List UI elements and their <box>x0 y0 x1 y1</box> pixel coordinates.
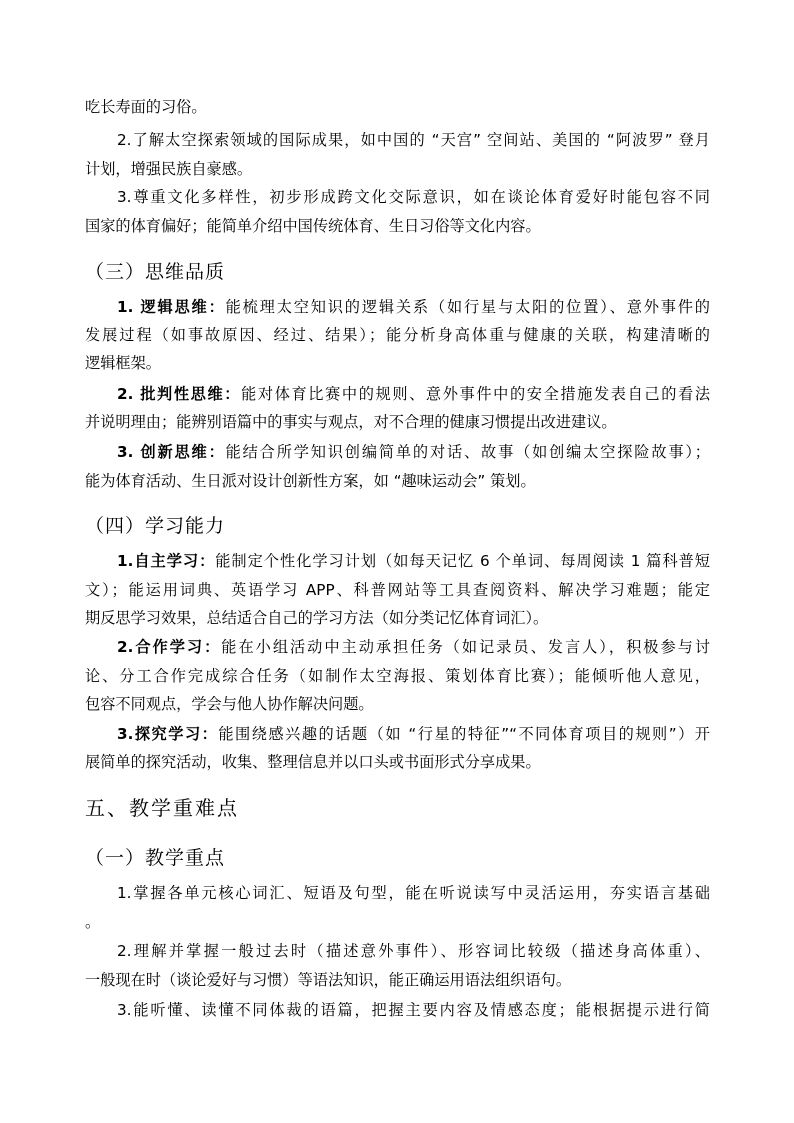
focus-item-1-line2: 。 <box>85 913 101 931</box>
thinking-item-1-label: 1. 逻辑思维： <box>117 298 226 316</box>
learning-item-3-text: 能围绕感兴趣的话题（如 “行星的特征”“不同体育项目的规则”）开 <box>218 725 710 743</box>
focus-item-3-line1: 3.能听懂、读懂不同体裁的语篇，把握主要内容及情感态度；能根据提示进行简 <box>117 1001 710 1019</box>
thinking-item-2-label: 2. 批判性思维： <box>117 385 242 403</box>
learning-item-2-line1 <box>117 637 710 657</box>
learning-item-1-line3: 期反思学习效果，总结适合自己的学习方法（如分类记忆体育词汇）。 <box>85 609 549 627</box>
culture-item-3-line1: 3.尊重文化多样性，初步形成跨文化交际意识，如在谈论体育爱好时能包容不同 <box>117 188 710 206</box>
thinking-item-2-line1 <box>117 384 710 404</box>
learning-item-3-line2: 展简单的探究活动，收集、整理信息并以口头或书面形式分享成果。 <box>85 753 541 771</box>
focus-item-2-line1: 2.理解并掌握一般过去时（描述意外事件）、形容词比较级（描述身高体重）、 <box>117 942 710 960</box>
thinking-item-1-line3: 逻辑框架。 <box>85 354 161 372</box>
chapter-heading-key-points: 五、教学重难点 <box>85 796 239 820</box>
learning-item-1-text: 能制定个性化学习计划（如每天记忆 6 个单词、每周阅读 1 篇科普短 <box>215 552 710 570</box>
learning-item-1-line1 <box>117 551 710 571</box>
thinking-item-2-text: 能对体育比赛中的规则、意外事件中的安全措施发表自己的看法 <box>241 385 711 403</box>
thinking-item-1-line2: 发展过程（如事故原因、经过、结果）；能分析身高体重与健康的关联，构建清晰的 <box>85 326 710 344</box>
paragraph-continuation: 吃长寿面的习俗。 <box>85 98 207 116</box>
section-heading-thinking: （三）思维品质 <box>85 261 226 283</box>
learning-item-1-line2: 文）；能运用词典、英语学习 APP、科普网站等工具查阅资料、解决学习难题；能定 <box>85 581 710 599</box>
focus-item-2-line2: 一般现在时（谈论爱好与习惯）等语法知识，能正确运用语法组织语句。 <box>85 971 571 989</box>
thinking-item-3-line2: 能为体育活动、生日派对设计创新性方案，如 “趣味运动会” 策划。 <box>85 472 536 490</box>
thinking-item-3-line1 <box>117 442 710 462</box>
learning-item-3-line1 <box>117 724 710 744</box>
thinking-item-3-label: 3. 创新思维： <box>117 443 226 461</box>
thinking-item-1-text: 能梳理太空知识的逻辑关系（如行星与太阳的位置）、意外事件的 <box>225 298 710 316</box>
culture-item-2-line1: 2.了解太空探索领域的国际成果，如中国的 “天宫” 空间站、美国的 “阿波罗” 登月 <box>117 131 710 149</box>
learning-item-2-line3: 包容不同观点，学会与他人协作解决问题。 <box>85 695 374 713</box>
learning-item-3-label: 3.探究学习： <box>117 725 219 743</box>
thinking-item-2-line2: 并说明理由；能辨别语篇中的事实与观点，对不合理的健康习惯提出改进建议。 <box>85 413 617 431</box>
learning-item-2-label: 2.合作学习： <box>117 638 222 656</box>
thinking-item-1-line1 <box>117 297 710 317</box>
section-heading-learning: （四）学习能力 <box>85 515 226 537</box>
thinking-item-3-text: 能结合所学知识创编简单的对话、故事（如创编太空探险故事）； <box>225 443 710 461</box>
learning-item-1-label: 1.自主学习： <box>117 552 216 570</box>
learning-item-2-line2: 论、分工合作完成综合任务（如制作太空海报、策划体育比赛）；能倾听他人意见， <box>85 667 710 685</box>
culture-item-2-line2: 计划，增强民族自豪感。 <box>85 160 253 178</box>
focus-item-1-line1: 1.掌握各单元核心词汇、短语及句型，能在听说读写中灵活运用，夯实语言基础 <box>117 884 710 902</box>
culture-item-3-line2: 国家的体育偏好；能简单介绍中国传统体育、生日习俗等文化内容。 <box>85 217 541 235</box>
learning-item-2-text: 能在小组活动中主动承担任务（如记录员、发言人），积极参与讨 <box>221 638 711 656</box>
section-heading-teaching-focus: （一）教学重点 <box>85 847 226 869</box>
